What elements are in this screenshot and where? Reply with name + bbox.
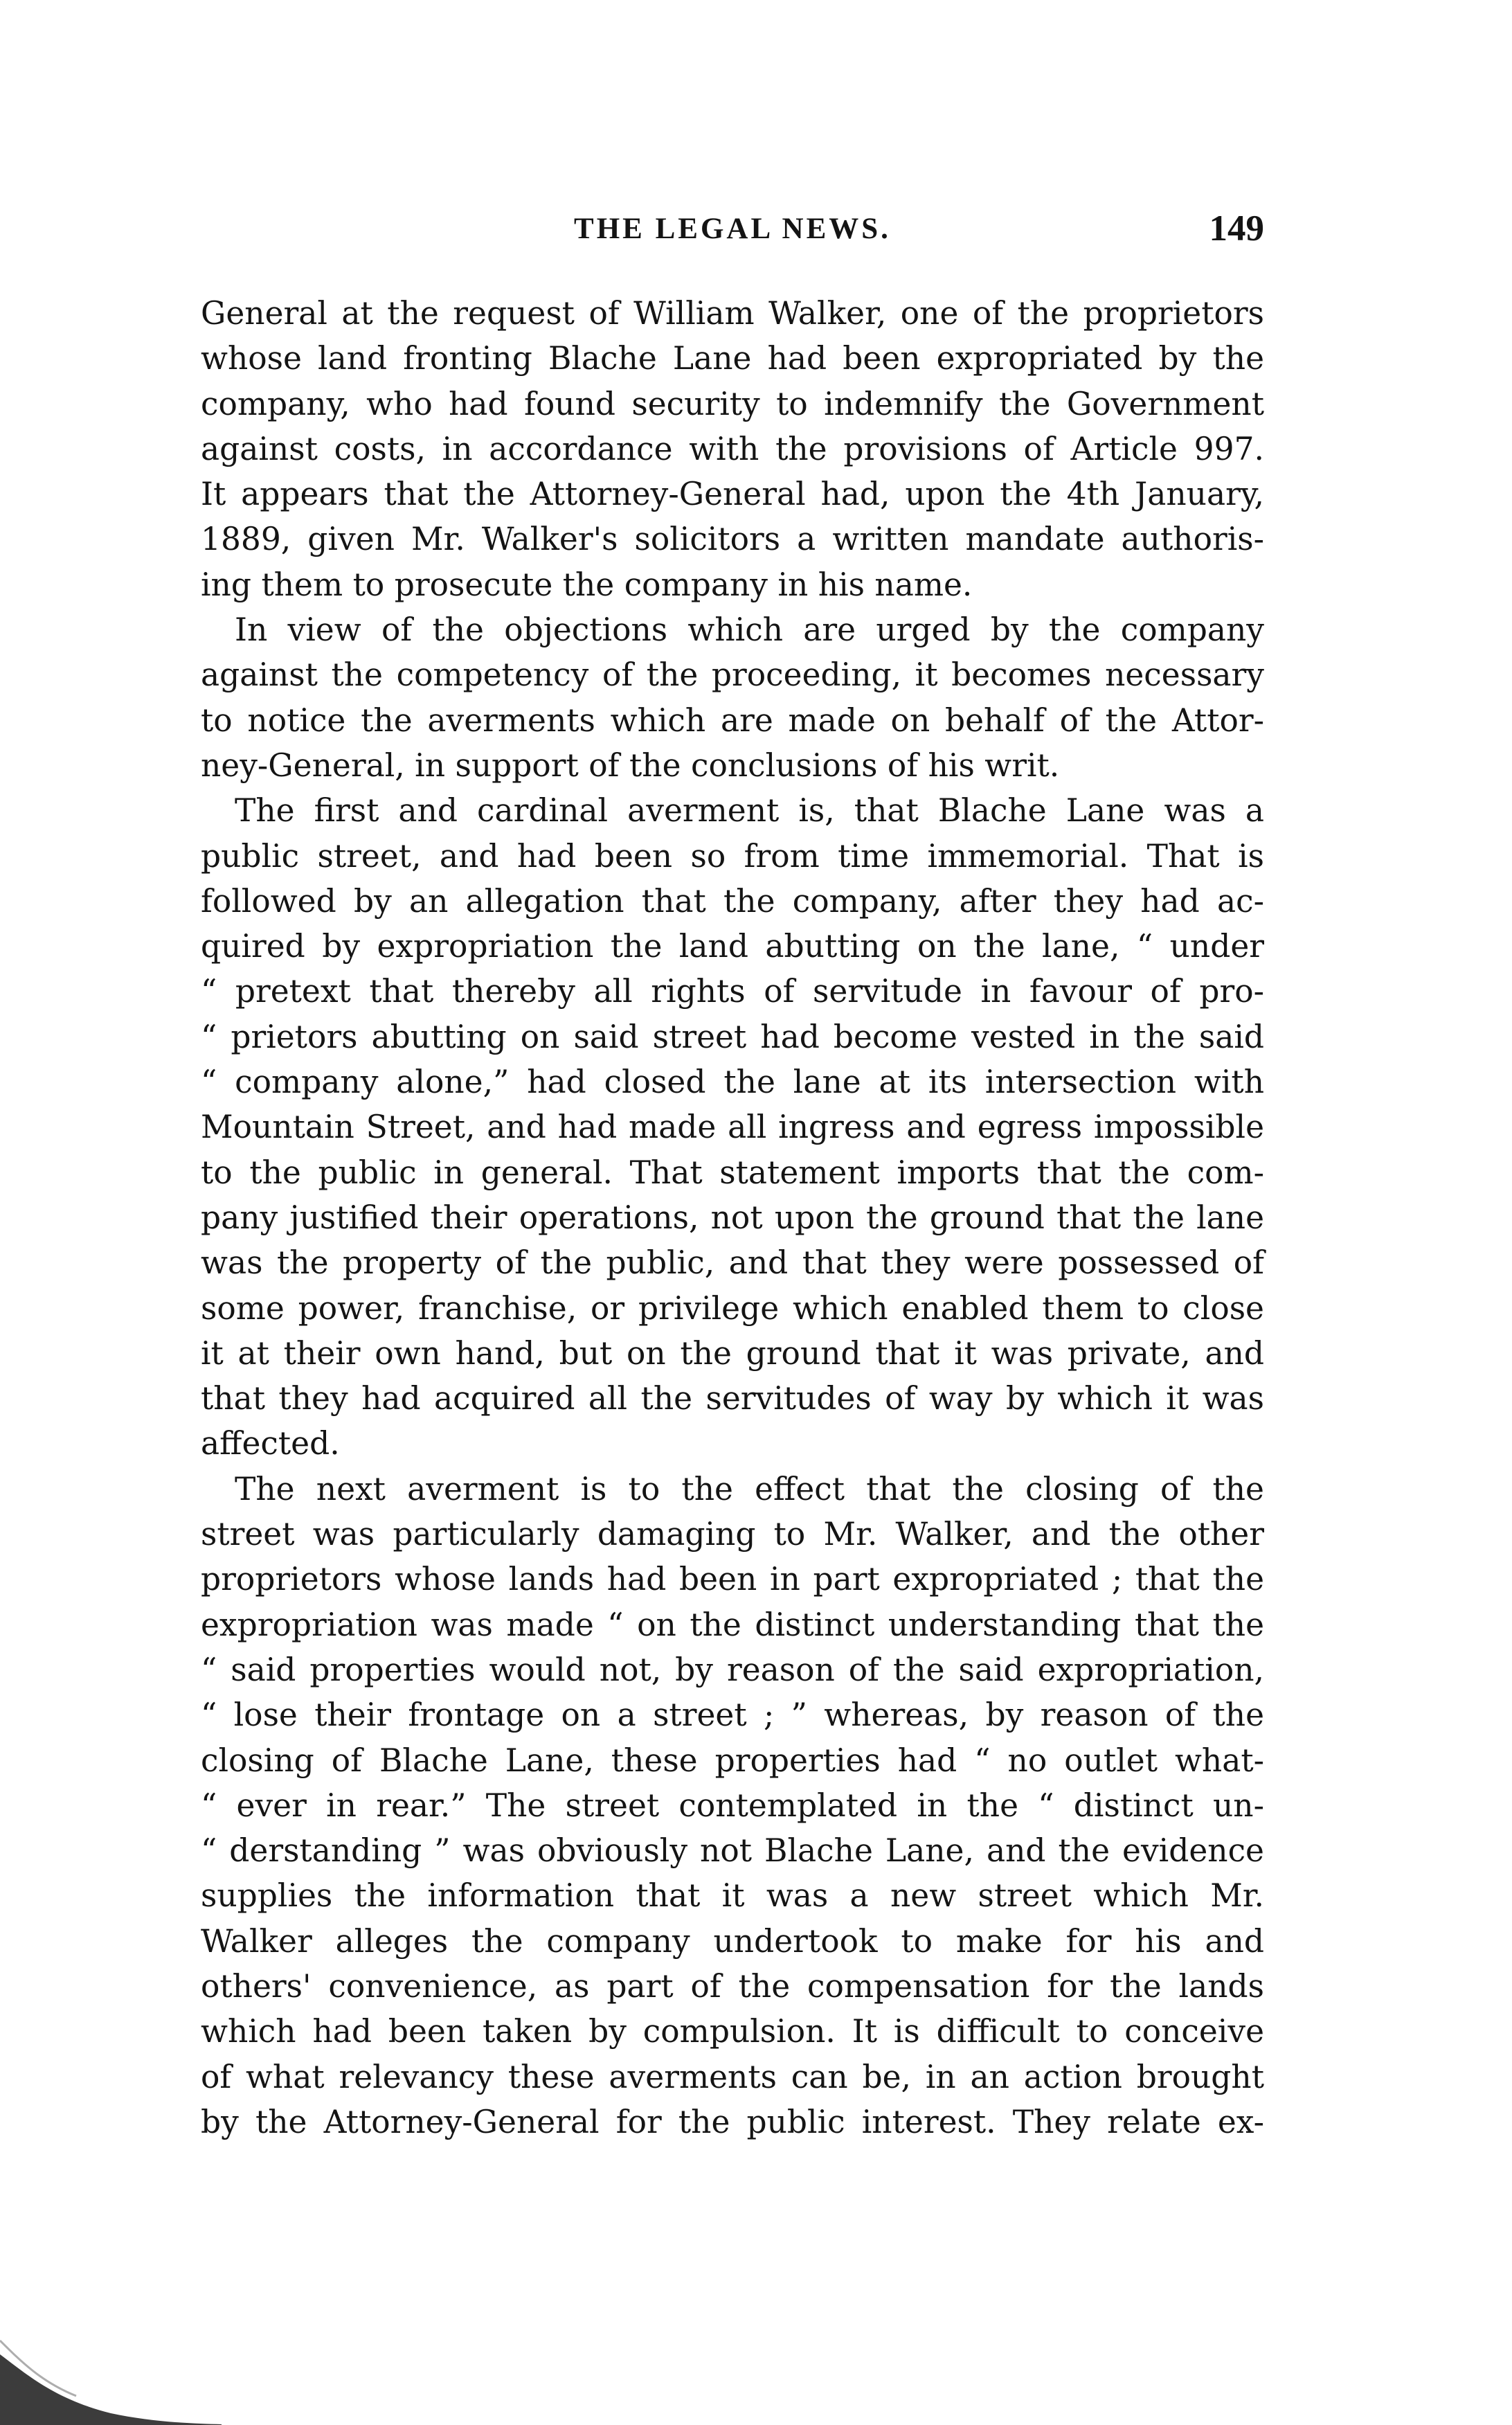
text-line: expropriation was made “ on the distinct understanding that the (201, 1606, 1264, 1643)
text-line: “ derstanding ” was obviously not Blache Lane, and the evidence (201, 1832, 1264, 1870)
text-line: proprietors whose lands had been in part expropriated ; that the (201, 1561, 1264, 1598)
text-line: The next averment is to the effect that the closing of the (235, 1470, 1264, 1507)
text-line: General at the request of William Walker, one of the proprietors (201, 295, 1264, 332)
running-title: THE LEGAL NEWS. (574, 213, 891, 245)
text-line: some power, franchise, or privilege which enabled them to close (201, 1289, 1264, 1327)
text-line: of what relevancy these averments can be, in an action brought (201, 2058, 1264, 2095)
text-line: to the public in general. That statement imports that the com- (201, 1154, 1264, 1191)
text-line: pany justified their operations, not upon the ground that the lane (201, 1199, 1264, 1236)
text-line: “ ever in rear.” The street contemplated in the “ distinct un- (201, 1787, 1264, 1824)
text-line: company, who had found security to indemnify the Government (201, 385, 1264, 422)
text-line: “ lose their frontage on a street ; ” whereas, by reason of the (201, 1697, 1264, 1734)
text-line: by the Attorney-General for the public interest. They relate ex- (201, 2103, 1264, 2140)
text-line: quired by expropriation the land abutting on the lane, “ under (201, 928, 1264, 965)
text-line: “ said properties would not, by reason of the said expropriation, (201, 1651, 1264, 1688)
text-line: affected. (201, 1425, 340, 1462)
page-number: 149 (1209, 208, 1264, 249)
text-line: The first and cardinal averment is, that Blache Lane was a (235, 792, 1264, 830)
text-line: “ prietors abutting on said street had become vested in the said (201, 1018, 1264, 1055)
text-line: against costs, in accordance with the provisions of Article 997. (201, 430, 1264, 467)
running-head (201, 208, 1264, 263)
text-line: In view of the objections which are urged by the company (235, 611, 1264, 649)
text-line: public street, and had been so from time immemorial. That is (201, 837, 1264, 875)
text-line: Walker alleges the company undertook to make for his and (201, 1922, 1264, 1960)
paragraph (201, 291, 1264, 607)
text-line: “ pretext that thereby all rights of servitude in favour of pro- (201, 973, 1264, 1010)
text-line: followed by an allegation that the company, after they had ac- (201, 882, 1264, 920)
text-line: supplies the information that it was a new street which Mr. (201, 1877, 1264, 1915)
text-line: 1889, given Mr. Walker's solicitors a written mandate authoris- (201, 521, 1264, 558)
text-line: closing of Blache Lane, these properties had “ no outlet what- (201, 1742, 1264, 1779)
scan-edge-shadow (0, 2327, 222, 2425)
text-line: “ company alone,” had closed the lane at its intersection with (201, 1064, 1264, 1101)
text-line: to notice the averments which are made on behalf of the Attor- (201, 701, 1264, 739)
text-line: street was particularly damaging to Mr. Walker, and the other (201, 1516, 1264, 1553)
text-line: It appears that the Attorney-General had, upon the 4th January, (201, 476, 1264, 513)
paragraph (201, 788, 1264, 1466)
text-line: which had been taken by compulsion. It is difficult to conceive (201, 2013, 1264, 2050)
text-line: was the property of the public, and that they were possessed of (201, 1244, 1264, 1282)
text-line: ing them to prosecute the company in his name. (201, 566, 973, 603)
text-line: against the competency of the proceeding, it becomes necessary (201, 656, 1264, 694)
text-line: others' convenience, as part of the compensation for the lands (201, 1967, 1264, 2005)
paragraph (201, 1467, 1264, 2145)
text-line: ney-General, in support of the conclusions of his writ. (201, 746, 1060, 784)
text-line: Mountain Street, and had made all ingress and egress impossible (201, 1109, 1264, 1146)
body-text (201, 291, 1264, 2145)
text-line: whose land fronting Blache Lane had been expropriated by the (201, 340, 1264, 377)
paragraph (201, 607, 1264, 788)
text-line: that they had acquired all the servitudes of way by which it was (201, 1380, 1264, 1417)
text-line: it at their own hand, but on the ground that it was private, and (201, 1334, 1264, 1372)
